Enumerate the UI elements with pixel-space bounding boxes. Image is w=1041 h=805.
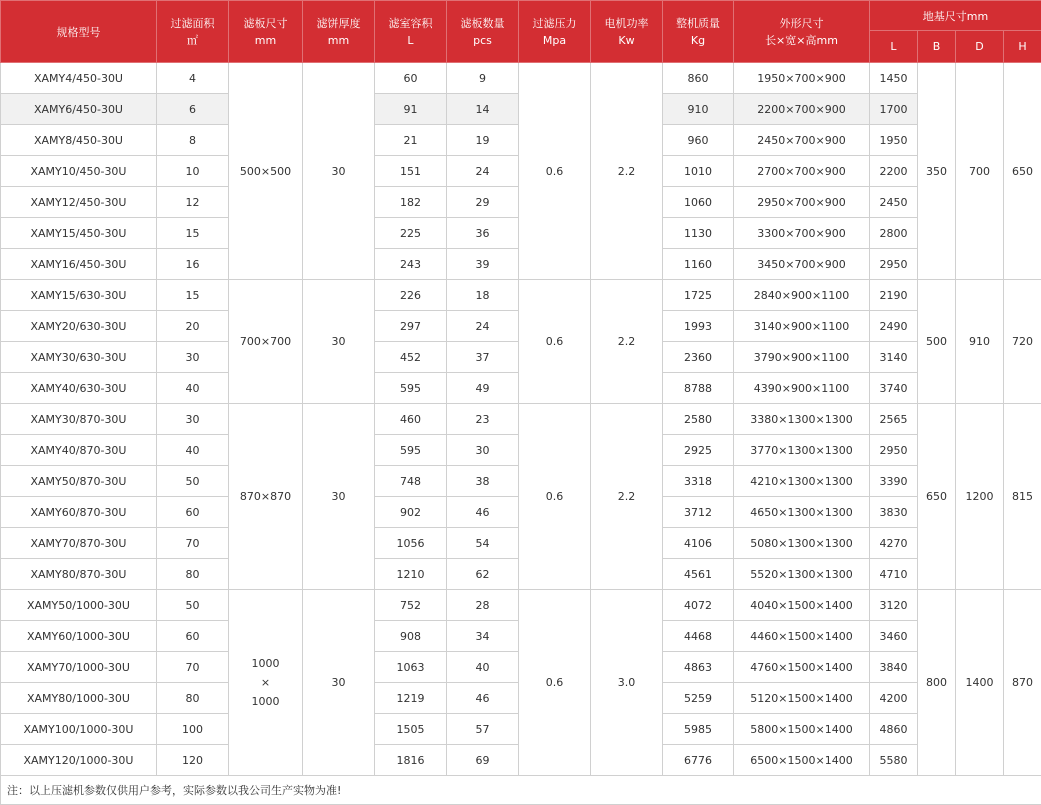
plate-size-text: 700×700	[229, 332, 302, 351]
cell-model: XAMY100/1000-30U	[1, 714, 157, 745]
cell-dimensions: 2700×700×900	[734, 156, 870, 187]
cell-foundation-d: 700	[956, 63, 1004, 280]
header-plate-count: 滤板数量 pcs	[447, 1, 519, 63]
cell-area: 120	[157, 745, 229, 776]
cell-weight: 4863	[663, 652, 734, 683]
cell-dimensions: 2200×700×900	[734, 94, 870, 125]
cell-foundation-d: 910	[956, 280, 1004, 404]
header-foundation-h: H	[1004, 31, 1041, 63]
cell-plates: 24	[447, 156, 519, 187]
cell-area: 15	[157, 218, 229, 249]
cell-model: XAMY10/450-30U	[1, 156, 157, 187]
cell-model: XAMY30/630-30U	[1, 342, 157, 373]
cell-dimensions: 4390×900×1100	[734, 373, 870, 404]
header-foundation: 地基尺寸mm	[870, 1, 1041, 31]
cell-model: XAMY15/450-30U	[1, 218, 157, 249]
cell-volume: 243	[375, 249, 447, 280]
cell-area: 50	[157, 466, 229, 497]
header-chamber-volume: 滤室容积 L	[375, 1, 447, 63]
cell-weight: 4468	[663, 621, 734, 652]
cell-area: 8	[157, 125, 229, 156]
cell-dimensions: 3300×700×900	[734, 218, 870, 249]
cell-dimensions: 5080×1300×1300	[734, 528, 870, 559]
cell-weight: 860	[663, 63, 734, 94]
cell-plates: 9	[447, 63, 519, 94]
cell-weight: 1725	[663, 280, 734, 311]
cell-dimensions: 3450×700×900	[734, 249, 870, 280]
cell-dimensions: 5520×1300×1300	[734, 559, 870, 590]
cell-pressure: 0.6	[519, 404, 591, 590]
cell-plates: 38	[447, 466, 519, 497]
header-pressure: 过滤压力 Mpa	[519, 1, 591, 63]
cell-model: XAMY50/1000-30U	[1, 590, 157, 621]
cell-plates: 46	[447, 683, 519, 714]
cell-dimensions: 3380×1300×1300	[734, 404, 870, 435]
cell-dimensions: 4460×1500×1400	[734, 621, 870, 652]
cell-weight: 4561	[663, 559, 734, 590]
table-row	[1, 590, 1041, 621]
cell-foundation-h: 870	[1004, 590, 1041, 776]
cell-plates: 49	[447, 373, 519, 404]
cell-volume: 182	[375, 187, 447, 218]
cell-area: 40	[157, 373, 229, 404]
cell-dimensions: 2840×900×1100	[734, 280, 870, 311]
cell-volume: 460	[375, 404, 447, 435]
cell-dimensions: 3790×900×1100	[734, 342, 870, 373]
cell-weight: 6776	[663, 745, 734, 776]
cell-weight: 3712	[663, 497, 734, 528]
cell-volume: 908	[375, 621, 447, 652]
cell-model: XAMY60/870-30U	[1, 497, 157, 528]
cell-foundation-l: 3140	[870, 342, 918, 373]
cell-volume: 21	[375, 125, 447, 156]
cell-weight: 1010	[663, 156, 734, 187]
cell-area: 60	[157, 497, 229, 528]
cell-model: XAMY60/1000-30U	[1, 621, 157, 652]
cell-area: 60	[157, 621, 229, 652]
cell-model: XAMY80/870-30U	[1, 559, 157, 590]
cell-foundation-b: 500	[918, 280, 956, 404]
cell-plates: 24	[447, 311, 519, 342]
cell-cake-thickness: 30	[303, 590, 375, 776]
cell-weight: 1130	[663, 218, 734, 249]
cell-area: 4	[157, 63, 229, 94]
cell-motor-power: 2.2	[591, 280, 663, 404]
cell-foundation-l: 1700	[870, 94, 918, 125]
cell-dimensions: 5800×1500×1400	[734, 714, 870, 745]
cell-foundation-l: 2950	[870, 435, 918, 466]
cell-foundation-d: 1400	[956, 590, 1004, 776]
cell-plate-size	[229, 590, 303, 776]
cell-model: XAMY120/1000-30U	[1, 745, 157, 776]
cell-foundation-l: 2190	[870, 280, 918, 311]
plate-size-text: ×	[229, 673, 302, 692]
cell-area: 40	[157, 435, 229, 466]
cell-model: XAMY40/870-30U	[1, 435, 157, 466]
header-area: 过滤面积 ㎡	[157, 1, 229, 63]
cell-foundation-b: 800	[918, 590, 956, 776]
cell-weight: 1060	[663, 187, 734, 218]
cell-dimensions: 3140×900×1100	[734, 311, 870, 342]
cell-volume: 1505	[375, 714, 447, 745]
cell-foundation-l: 4200	[870, 683, 918, 714]
cell-dimensions: 1950×700×900	[734, 63, 870, 94]
cell-plates: 28	[447, 590, 519, 621]
cell-weight: 2925	[663, 435, 734, 466]
cell-dimensions: 4040×1500×1400	[734, 590, 870, 621]
cell-pressure: 0.6	[519, 63, 591, 280]
cell-area: 10	[157, 156, 229, 187]
cell-weight: 8788	[663, 373, 734, 404]
header-motor-power: 电机功率 Kw	[591, 1, 663, 63]
cell-volume: 452	[375, 342, 447, 373]
cell-foundation-h: 650	[1004, 63, 1041, 280]
cell-foundation-l: 3740	[870, 373, 918, 404]
cell-model: XAMY15/630-30U	[1, 280, 157, 311]
cell-volume: 1219	[375, 683, 447, 714]
cell-dimensions: 3770×1300×1300	[734, 435, 870, 466]
cell-area: 30	[157, 342, 229, 373]
header-foundation-b: B	[918, 31, 956, 63]
cell-foundation-h: 815	[1004, 404, 1041, 590]
cell-plate-size	[229, 404, 303, 590]
plate-size-text: 1000	[229, 654, 302, 673]
cell-model: XAMY4/450-30U	[1, 63, 157, 94]
cell-volume: 595	[375, 435, 447, 466]
header-plate-size: 滤板尺寸 mm	[229, 1, 303, 63]
cell-dimensions: 4650×1300×1300	[734, 497, 870, 528]
cell-volume: 1816	[375, 745, 447, 776]
cell-area: 100	[157, 714, 229, 745]
header-weight: 整机质量 Kg	[663, 1, 734, 63]
cell-plates: 54	[447, 528, 519, 559]
cell-volume: 595	[375, 373, 447, 404]
header-model: 规格型号	[1, 1, 157, 63]
cell-model: XAMY50/870-30U	[1, 466, 157, 497]
header-foundation-l: L	[870, 31, 918, 63]
cell-volume: 1056	[375, 528, 447, 559]
cell-plates: 34	[447, 621, 519, 652]
cell-weight: 4072	[663, 590, 734, 621]
cell-foundation-l: 1950	[870, 125, 918, 156]
cell-foundation-l: 4860	[870, 714, 918, 745]
cell-plate-size	[229, 63, 303, 280]
cell-plates: 62	[447, 559, 519, 590]
cell-plates: 40	[447, 652, 519, 683]
cell-dimensions: 4210×1300×1300	[734, 466, 870, 497]
cell-area: 12	[157, 187, 229, 218]
cell-dimensions: 2950×700×900	[734, 187, 870, 218]
cell-model: XAMY70/1000-30U	[1, 652, 157, 683]
cell-dimensions: 6500×1500×1400	[734, 745, 870, 776]
cell-foundation-l: 3120	[870, 590, 918, 621]
cell-dimensions: 5120×1500×1400	[734, 683, 870, 714]
plate-size-text: 870×870	[229, 487, 302, 506]
cell-weight: 910	[663, 94, 734, 125]
cell-volume: 748	[375, 466, 447, 497]
cell-volume: 1210	[375, 559, 447, 590]
cell-weight: 1160	[663, 249, 734, 280]
cell-weight: 960	[663, 125, 734, 156]
cell-model: XAMY16/450-30U	[1, 249, 157, 280]
cell-plates: 18	[447, 280, 519, 311]
cell-model: XAMY80/1000-30U	[1, 683, 157, 714]
header-dimensions: 外形尺寸 长×宽×高mm	[734, 1, 870, 63]
cell-area: 15	[157, 280, 229, 311]
table-header	[1, 1, 1041, 63]
cell-area: 20	[157, 311, 229, 342]
table-row	[1, 280, 1041, 311]
cell-cake-thickness: 30	[303, 280, 375, 404]
cell-foundation-b: 350	[918, 63, 956, 280]
cell-dimensions: 4760×1500×1400	[734, 652, 870, 683]
cell-volume: 91	[375, 94, 447, 125]
cell-pressure: 0.6	[519, 590, 591, 776]
cell-plates: 19	[447, 125, 519, 156]
cell-volume: 151	[375, 156, 447, 187]
plate-size-text: 1000	[229, 692, 302, 711]
cell-area: 70	[157, 528, 229, 559]
table-body	[1, 63, 1041, 776]
cell-model: XAMY20/630-30U	[1, 311, 157, 342]
cell-volume: 225	[375, 218, 447, 249]
cell-model: XAMY12/450-30U	[1, 187, 157, 218]
cell-model: XAMY30/870-30U	[1, 404, 157, 435]
cell-volume: 752	[375, 590, 447, 621]
cell-weight: 2580	[663, 404, 734, 435]
cell-foundation-b: 650	[918, 404, 956, 590]
cell-area: 80	[157, 683, 229, 714]
cell-model: XAMY6/450-30U	[1, 94, 157, 125]
cell-plates: 39	[447, 249, 519, 280]
cell-cake-thickness: 30	[303, 404, 375, 590]
cell-plates: 37	[447, 342, 519, 373]
cell-foundation-l: 2490	[870, 311, 918, 342]
cell-model: XAMY40/630-30U	[1, 373, 157, 404]
cell-plates: 14	[447, 94, 519, 125]
cell-volume: 902	[375, 497, 447, 528]
table-row	[1, 404, 1041, 435]
cell-foundation-l: 3390	[870, 466, 918, 497]
cell-model: XAMY70/870-30U	[1, 528, 157, 559]
cell-foundation-l: 3840	[870, 652, 918, 683]
cell-foundation-l: 2950	[870, 249, 918, 280]
header-foundation-d: D	[956, 31, 1004, 63]
cell-foundation-l: 2450	[870, 187, 918, 218]
cell-plates: 29	[447, 187, 519, 218]
cell-foundation-l: 4710	[870, 559, 918, 590]
cell-foundation-h: 720	[1004, 280, 1041, 404]
cell-volume: 297	[375, 311, 447, 342]
cell-weight: 5259	[663, 683, 734, 714]
cell-weight: 2360	[663, 342, 734, 373]
cell-weight: 4106	[663, 528, 734, 559]
cell-motor-power: 3.0	[591, 590, 663, 776]
cell-area: 80	[157, 559, 229, 590]
cell-foundation-l: 2800	[870, 218, 918, 249]
cell-plates: 69	[447, 745, 519, 776]
cell-model: XAMY8/450-30U	[1, 125, 157, 156]
cell-area: 70	[157, 652, 229, 683]
cell-plates: 30	[447, 435, 519, 466]
plate-size-text: 500×500	[229, 162, 302, 181]
cell-dimensions: 2450×700×900	[734, 125, 870, 156]
cell-volume: 60	[375, 63, 447, 94]
cell-plates: 46	[447, 497, 519, 528]
cell-foundation-l: 2200	[870, 156, 918, 187]
cell-plates: 57	[447, 714, 519, 745]
header-cake-thickness: 滤饼厚度 mm	[303, 1, 375, 63]
cell-volume: 226	[375, 280, 447, 311]
cell-area: 6	[157, 94, 229, 125]
cell-motor-power: 2.2	[591, 63, 663, 280]
cell-area: 30	[157, 404, 229, 435]
cell-pressure: 0.6	[519, 280, 591, 404]
cell-foundation-d: 1200	[956, 404, 1004, 590]
cell-plates: 36	[447, 218, 519, 249]
cell-plate-size	[229, 280, 303, 404]
cell-foundation-l: 3830	[870, 497, 918, 528]
cell-foundation-l: 3460	[870, 621, 918, 652]
cell-plates: 23	[447, 404, 519, 435]
cell-motor-power: 2.2	[591, 404, 663, 590]
cell-foundation-l: 1450	[870, 63, 918, 94]
cell-volume: 1063	[375, 652, 447, 683]
cell-weight: 3318	[663, 466, 734, 497]
cell-foundation-l: 4270	[870, 528, 918, 559]
cell-cake-thickness: 30	[303, 63, 375, 280]
footnote: 注：以上压滤机参数仅供用户参考，实际参数以我公司生产实物为准!	[1, 776, 1041, 805]
cell-area: 16	[157, 249, 229, 280]
cell-weight: 1993	[663, 311, 734, 342]
cell-weight: 5985	[663, 714, 734, 745]
table-row	[1, 63, 1041, 94]
cell-area: 50	[157, 590, 229, 621]
cell-foundation-l: 2565	[870, 404, 918, 435]
cell-foundation-l: 5580	[870, 745, 918, 776]
